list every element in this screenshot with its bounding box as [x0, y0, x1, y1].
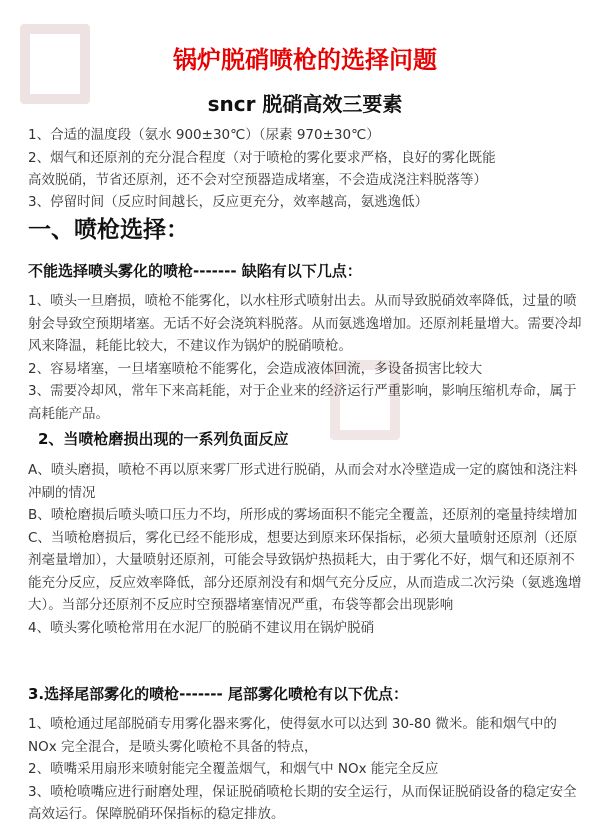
- document-title: 锅炉脱硝喷枪的选择问题: [173, 46, 437, 74]
- list-item: 3、需要冷却风，常年下来高耗能，对于企业来的经济运行严重影响，影响压缩机寿命，属于高耗能产品。: [28, 383, 577, 422]
- list-item: 4、喷头雾化喷枪常用在水泥厂的脱硝不建议用在锅炉脱硝: [28, 619, 375, 636]
- list-item: A、喷头磨损，喷枪不再以原来雾厂形式进行脱硝，从而会对水冷壁造成一定的腐蚀和浇注料冲刷的情况: [28, 462, 578, 501]
- list-item: 1、喷枪通过尾部脱硝专用雾化器来雾化，使得氨水可以达到 30-80 微米。能和烟气中的 NOx 完全混合，是喷头雾化喷枪不具备的特点，: [28, 716, 557, 755]
- section-heading: 一、喷枪选择：: [28, 217, 189, 243]
- list-item: C、当喷枪磨损后，雾化已经不能形成，想要达到原来环保指标，必须大量喷射还原剂（还原剂毫量增加），大量喷射还原剂，可能会导致锅炉热损耗大，由于雾化不好，烟气和还原剂不能充分反应，反应效率降低，部分还原剂没有和烟气充分反应，从而造成二次污染（氨逃逸增大）。当部分还原剂不反应时空预器堵塞情况严重，布袋等都会出现影响: [28, 529, 582, 613]
- requirement-line: 高效脱硝，节省还原剂，还不会对空预器造成堵塞，不会造成浇注料脱落等）: [28, 172, 487, 188]
- requirement-line: 1、合适的温度段（氨水 900±30℃）（尿素 970±30℃）: [28, 127, 380, 143]
- list-item: 2、容易堵塞，一旦堵塞喷枪不能雾化，会造成液体回流，多设备损害比较大: [28, 360, 483, 377]
- subsection-body: [28, 713, 588, 826]
- requirement-line: 3、停留时间（反应时间越长，反应更充分，效率越高，氨逃逸低）: [28, 194, 429, 210]
- list-item: B、喷枪磨损后喷头喷口压力不均，所形成的雾场面积不能完全覆盖，还原剂的毫量持续增加: [28, 507, 578, 523]
- document-subtitle: sncr 脱硝高效三要素: [207, 92, 403, 116]
- subsection-heading: 2、当喷枪磨损出现的一系列负面反应: [38, 430, 289, 448]
- requirement-line: 2、烟气和还原剂的充分混合程度（对于喷枪的雾化要求严格，良好的雾化既能: [28, 150, 496, 166]
- subsection-heading: 不能选择喷头雾化的喷枪------- 缺陷有以下几点：: [28, 262, 362, 280]
- list-item: 2、喷嘴采用扇形来喷射能完全覆盖烟气，和烟气中 NOx 能完全反应: [28, 761, 439, 777]
- subsection-body: [28, 290, 588, 425]
- list-item: 1、喷头一旦磨损，喷枪不能雾化，以水柱形式喷射出去。从而导致脱硝效率降低，过量的喷射会导致空预期堵塞。无话不好会浇筑料脱落。从而氨逃逸增加。还原剂耗量增大。需要冷却风来降温，耗能比较大，不建议作为锅炉的脱硝喷枪。: [28, 293, 582, 354]
- subsection-heading: 3.选择尾部雾化的喷枪------- 尾部雾化喷枪有以下优点：: [28, 685, 408, 703]
- subsection-body: [28, 459, 588, 639]
- list-item: 3、喷枪喷嘴应进行耐磨处理，保证脱硝喷枪长期的安全运行，从而保证脱硝设备的稳定安全高效运行。保障脱硝环保指标的稳定排放。: [28, 783, 577, 822]
